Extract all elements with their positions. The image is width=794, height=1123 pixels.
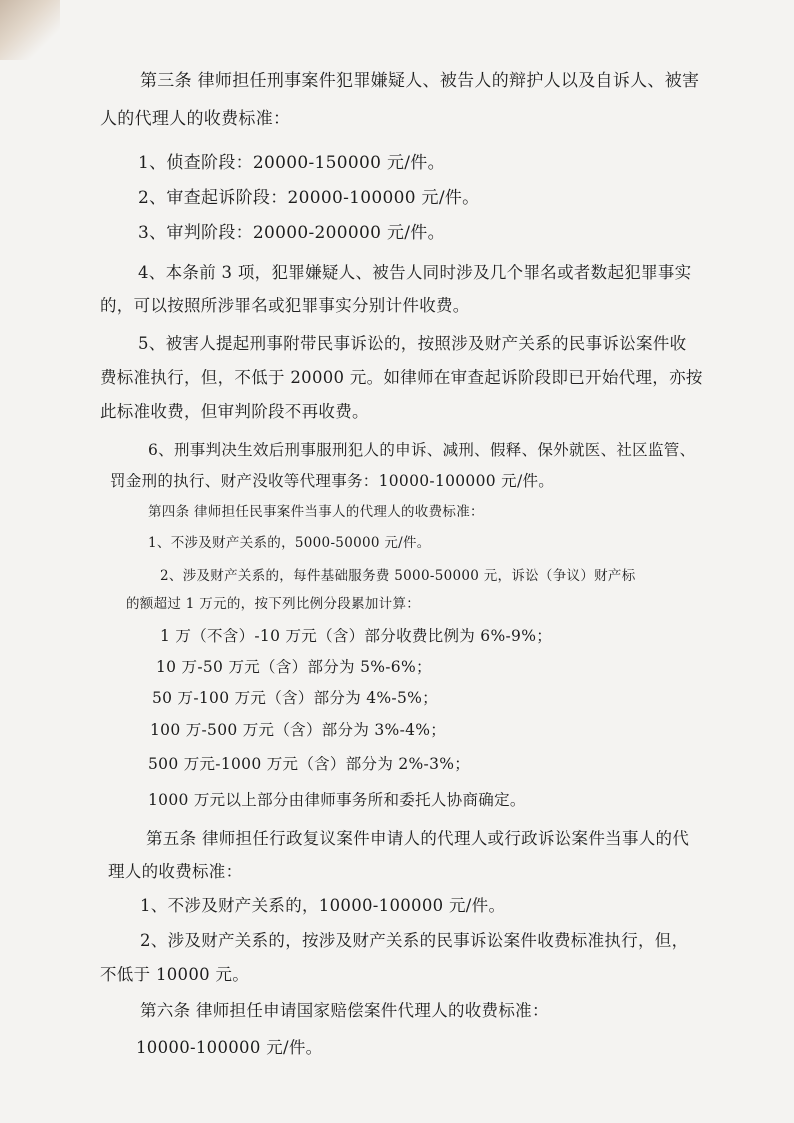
article4-item2-line1: 2、涉及财产关系的，每件基础服务费 5000-50000 元，诉讼（争议）财产标 bbox=[160, 568, 636, 584]
article6-heading: 第六条 bbox=[140, 1001, 191, 1020]
article5-heading: 第五条 bbox=[146, 829, 197, 848]
article4-tier-5: 500 万元-1000 万元（含）部分为 2%-3%； bbox=[148, 755, 471, 773]
article3-item5-line3: 此标准收费，但审判阶段不再收费。 bbox=[100, 402, 369, 421]
article3-line1 bbox=[140, 66, 699, 91]
article5-line1 bbox=[146, 825, 689, 849]
article3-intro: 律师担任刑事案件犯罪嫌疑人、被告人的辩护人以及自诉人、被害 bbox=[197, 71, 700, 91]
article3-item3: 3、审判阶段：20000-200000 元/件。 bbox=[138, 223, 445, 243]
article3-item5-line1: 5、被害人提起刑事附带民事诉讼的，按照涉及财产关系的民事诉讼案件收 bbox=[138, 334, 687, 353]
paper-corner-shadow bbox=[0, 0, 60, 60]
article4-line1 bbox=[148, 500, 484, 520]
article4-tier-2: 10 万-50 万元（含）部分为 5%-6%； bbox=[156, 658, 432, 676]
article5-item1: 1、不涉及财产关系的，10000-100000 元/件。 bbox=[140, 896, 506, 915]
article3-item2: 2、审查起诉阶段：20000-100000 元/件。 bbox=[138, 188, 480, 208]
article6-line1 bbox=[140, 997, 549, 1021]
article3-item6-line2: 罚金刑的执行、财产没收等代理事务：10000-100000 元/件。 bbox=[110, 472, 555, 490]
article5-intro: 律师担任行政复议案件申请人的代理人或行政诉讼案件当事人的代 bbox=[201, 829, 690, 848]
article4-heading: 第四条 bbox=[148, 504, 190, 520]
article3-item4-line2: 的，可以按照所涉罪名或犯罪事实分别计件收费。 bbox=[100, 296, 470, 315]
article3-intro-cont: 人的代理人的收费标准： bbox=[100, 109, 291, 129]
article4-tier-6: 1000 万元以上部分由律师事务所和委托人协商确定。 bbox=[148, 791, 526, 809]
article6-item1: 10000-100000 元/件。 bbox=[136, 1038, 323, 1057]
article3-heading: 第三条 bbox=[140, 71, 192, 91]
article5-item2-line1: 2、涉及财产关系的，按涉及财产关系的民事诉讼案件收费标准执行，但， bbox=[140, 931, 689, 950]
article4-intro: 律师担任民事案件当事人的代理人的收费标准： bbox=[194, 504, 484, 520]
article4-tier-1: 1 万（不含）-10 万元（含）部分收费比例为 6%-9%； bbox=[160, 627, 553, 645]
article6-intro: 律师担任申请国家赔偿案件代理人的收费标准： bbox=[195, 1001, 549, 1020]
article3-item6-line1: 6、刑事判决生效后刑事服刑犯人的申诉、减刑、假释、保外就医、社区监管、 bbox=[148, 441, 696, 459]
article4-tier-3: 50 万-100 万元（含）部分为 4%-5%； bbox=[152, 689, 438, 707]
article5-item2-line2: 不低于 10000 元。 bbox=[100, 965, 250, 984]
article5-intro-cont: 理人的收费标准： bbox=[108, 862, 243, 881]
article3-item1: 1、侦查阶段：20000-150000 元/件。 bbox=[138, 153, 445, 173]
article4-item2-line2: 的额超过 1 万元的，按下列比例分段累加计算： bbox=[126, 596, 421, 612]
article4-item1: 1、不涉及财产关系的，5000-50000 元/件。 bbox=[148, 535, 431, 551]
article4-tier-4: 100 万-500 万元（含）部分为 3%-4%； bbox=[150, 721, 447, 739]
article3-item5-line2: 费标准执行，但，不低于 20000 元。如律师在审查起诉阶段即已开始代理，亦按 bbox=[100, 368, 703, 387]
article3-item4-line1: 4、本条前 3 项，犯罪嫌疑人、被告人同时涉及几个罪名或者数起犯罪事实 bbox=[138, 263, 692, 282]
